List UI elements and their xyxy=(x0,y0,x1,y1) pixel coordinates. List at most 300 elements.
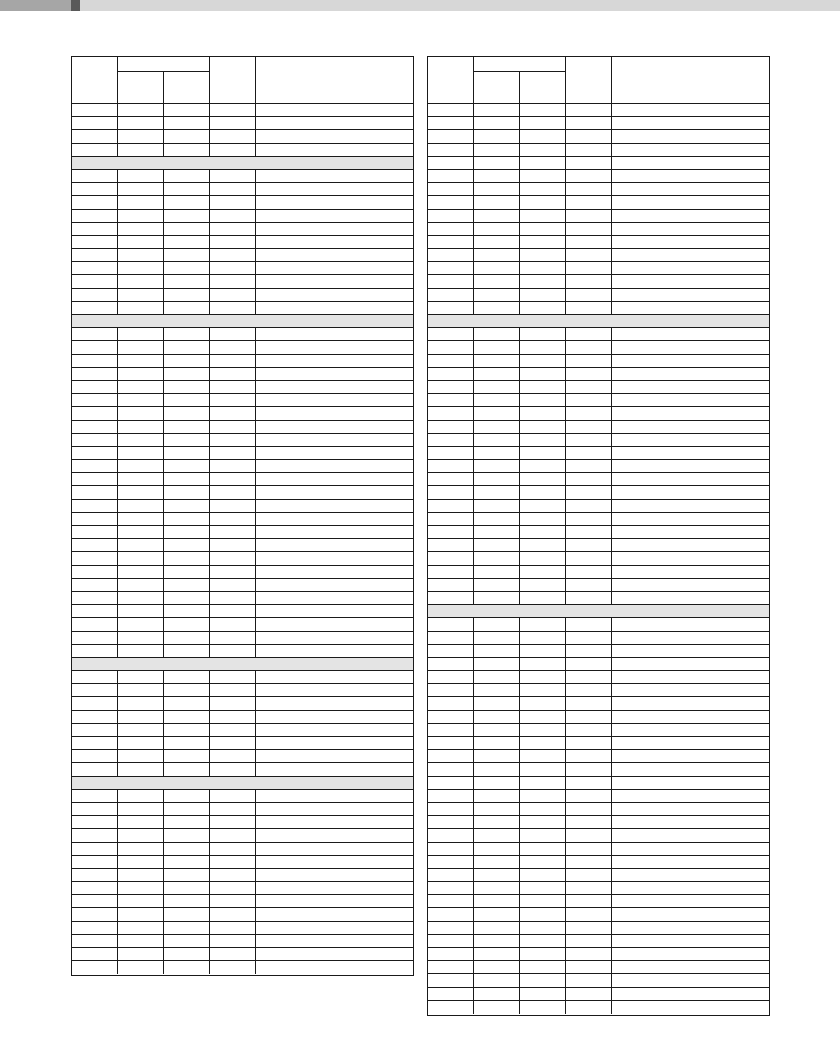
table-row xyxy=(72,882,413,895)
table-cell xyxy=(210,341,256,353)
table-cell xyxy=(566,486,612,498)
table-cell xyxy=(118,473,164,485)
table-row xyxy=(72,355,413,368)
table-cell xyxy=(566,935,612,947)
table-row xyxy=(72,948,413,961)
table-cell xyxy=(428,711,474,723)
table-cell xyxy=(164,618,210,630)
table-cell xyxy=(428,328,474,340)
table-cell xyxy=(164,486,210,498)
table-cell xyxy=(210,711,256,723)
table-cell xyxy=(520,750,566,762)
table-cell xyxy=(474,579,520,591)
table-cell xyxy=(428,355,474,367)
table-row xyxy=(428,697,769,710)
table-cell xyxy=(210,328,256,340)
table-row xyxy=(72,803,413,816)
table-row xyxy=(428,355,769,368)
table-cell xyxy=(164,104,210,116)
table-cell xyxy=(72,368,118,380)
table-row xyxy=(428,223,769,236)
table-cell xyxy=(164,328,210,340)
table-cell xyxy=(118,236,164,248)
table-row xyxy=(428,447,769,460)
table-row xyxy=(72,843,413,856)
header-subcell-2 xyxy=(164,71,209,103)
table-cell xyxy=(520,157,566,169)
table-cell xyxy=(164,632,210,644)
table-cell xyxy=(428,618,474,630)
table-row xyxy=(428,275,769,288)
table-row xyxy=(72,275,413,288)
table-row xyxy=(428,935,769,948)
table-cell xyxy=(520,843,566,855)
table-cell xyxy=(566,117,612,129)
table-cell xyxy=(520,1001,566,1014)
table-cell xyxy=(474,460,520,472)
table-cell xyxy=(118,750,164,762)
table-cell xyxy=(428,816,474,828)
table-cell xyxy=(520,394,566,406)
table-cell xyxy=(428,750,474,762)
table-row xyxy=(428,632,769,645)
table-cell xyxy=(164,130,210,142)
table-cell xyxy=(474,434,520,446)
table-cell xyxy=(566,829,612,841)
table-cell xyxy=(72,552,118,564)
table-cell xyxy=(118,948,164,960)
table-row xyxy=(72,605,413,618)
table-cell xyxy=(118,724,164,736)
table-cell xyxy=(164,803,210,815)
table-cell xyxy=(520,671,566,683)
header-tab-block xyxy=(0,0,71,11)
table-row xyxy=(72,302,413,315)
table-cell xyxy=(474,618,520,630)
table-cell xyxy=(164,421,210,433)
table-row xyxy=(428,579,769,592)
table-cell xyxy=(474,803,520,815)
table-cell xyxy=(566,196,612,208)
table-row xyxy=(72,829,413,842)
table-cell xyxy=(210,882,256,894)
table-cell xyxy=(72,882,118,894)
table-cell xyxy=(428,895,474,907)
table-cell xyxy=(428,104,474,116)
table-cell xyxy=(520,869,566,881)
table-cell xyxy=(566,711,612,723)
table-cell xyxy=(164,869,210,881)
table-cell xyxy=(210,843,256,855)
table-cell xyxy=(118,196,164,208)
table-cell xyxy=(520,341,566,353)
table-row xyxy=(428,566,769,579)
table-cell xyxy=(474,421,520,433)
table-row xyxy=(428,882,769,895)
table-cell xyxy=(210,196,256,208)
table-cell xyxy=(474,407,520,419)
table-cell xyxy=(72,394,118,406)
table-cell xyxy=(118,381,164,393)
table-cell xyxy=(520,539,566,551)
table-cell xyxy=(118,605,164,617)
table-cell xyxy=(566,210,612,222)
table-cell xyxy=(72,750,118,762)
table-cell xyxy=(520,368,566,380)
table-cell xyxy=(474,328,520,340)
table-cell xyxy=(72,539,118,551)
table-cell xyxy=(474,249,520,261)
table-cell xyxy=(566,473,612,485)
table-cell xyxy=(566,500,612,512)
table-cell xyxy=(474,355,520,367)
table-cell xyxy=(210,579,256,591)
table-cell xyxy=(474,829,520,841)
table-cell xyxy=(474,289,520,301)
table-cell xyxy=(474,684,520,696)
table-cell xyxy=(566,130,612,142)
table-cell xyxy=(118,513,164,525)
table-cell xyxy=(520,711,566,723)
table-row xyxy=(428,473,769,486)
table-cell xyxy=(118,645,164,657)
table-row xyxy=(72,711,413,724)
table-cell xyxy=(72,737,118,749)
table-cell xyxy=(566,922,612,934)
table-cell xyxy=(118,368,164,380)
table-cell xyxy=(164,697,210,709)
table-cell xyxy=(566,618,612,630)
table-cell xyxy=(118,566,164,578)
table-row xyxy=(428,895,769,908)
section-divider-row xyxy=(428,605,769,618)
table-cell xyxy=(210,948,256,960)
table-row xyxy=(72,381,413,394)
table-cell xyxy=(566,302,612,314)
table-cell xyxy=(118,170,164,182)
table-row xyxy=(428,368,769,381)
table-cell xyxy=(210,486,256,498)
table-cell xyxy=(72,526,118,538)
table-cell xyxy=(474,552,520,564)
table-cell xyxy=(118,421,164,433)
table-cell xyxy=(474,750,520,762)
right-table xyxy=(427,56,770,1016)
table-cell xyxy=(210,447,256,459)
table-row xyxy=(428,421,769,434)
table-cell xyxy=(164,763,210,775)
table-cell xyxy=(474,144,520,156)
table-row xyxy=(428,117,769,130)
table-cell xyxy=(520,697,566,709)
table-cell xyxy=(428,473,474,485)
table-cell xyxy=(566,104,612,116)
table-cell xyxy=(520,632,566,644)
table-cell xyxy=(72,500,118,512)
table-cell xyxy=(164,552,210,564)
table-cell xyxy=(428,421,474,433)
table-cell xyxy=(72,249,118,261)
section-divider-row xyxy=(72,315,413,328)
table-cell xyxy=(210,935,256,947)
table-cell xyxy=(428,908,474,920)
table-cell xyxy=(210,117,256,129)
table-row xyxy=(428,618,769,631)
left-table xyxy=(71,56,414,976)
header-group-cell xyxy=(474,57,566,103)
table-cell xyxy=(474,368,520,380)
table-cell xyxy=(118,486,164,498)
table-cell xyxy=(118,407,164,419)
header-tab-marker xyxy=(71,0,80,11)
table-cell xyxy=(520,552,566,564)
table-cell xyxy=(566,289,612,301)
table-row xyxy=(428,843,769,856)
table-cell xyxy=(474,526,520,538)
table-row xyxy=(72,447,413,460)
table-cell xyxy=(164,724,210,736)
table-cell xyxy=(210,249,256,261)
table-cell xyxy=(474,922,520,934)
table-cell xyxy=(474,236,520,248)
table-cell xyxy=(118,922,164,934)
table-cell xyxy=(118,961,164,974)
table-row xyxy=(72,539,413,552)
table-row xyxy=(428,289,769,302)
table-row xyxy=(72,434,413,447)
top-header-bar xyxy=(0,0,840,11)
table-cell xyxy=(520,170,566,182)
table-row xyxy=(428,249,769,262)
table-cell xyxy=(520,592,566,604)
table-cell xyxy=(566,697,612,709)
table-cell xyxy=(428,592,474,604)
table-cell xyxy=(474,170,520,182)
table-cell xyxy=(210,908,256,920)
table-row xyxy=(428,711,769,724)
table-cell xyxy=(428,790,474,802)
table-cell xyxy=(164,447,210,459)
table-row xyxy=(428,948,769,961)
table-cell xyxy=(520,684,566,696)
table-cell xyxy=(428,407,474,419)
table-cell xyxy=(72,460,118,472)
table-cell xyxy=(118,632,164,644)
table-cell xyxy=(520,658,566,670)
table-cell xyxy=(210,473,256,485)
table-cell xyxy=(210,513,256,525)
table-row xyxy=(72,618,413,631)
table-cell xyxy=(210,421,256,433)
table-cell xyxy=(520,988,566,1000)
table-cell xyxy=(566,368,612,380)
table-cell xyxy=(164,473,210,485)
table-row xyxy=(72,961,413,974)
table-cell xyxy=(72,183,118,195)
table-row xyxy=(428,974,769,987)
table-cell xyxy=(520,460,566,472)
table-row xyxy=(72,117,413,130)
table-cell xyxy=(210,763,256,775)
table-cell xyxy=(72,816,118,828)
table-cell xyxy=(164,144,210,156)
table-cell xyxy=(72,908,118,920)
table-row xyxy=(72,922,413,935)
table-cell xyxy=(474,381,520,393)
table-cell xyxy=(520,961,566,973)
table-cell xyxy=(566,988,612,1000)
table-cell xyxy=(210,697,256,709)
table-cell xyxy=(118,803,164,815)
table-cell xyxy=(474,737,520,749)
table-cell xyxy=(474,157,520,169)
table-cell xyxy=(474,763,520,775)
table-cell xyxy=(520,803,566,815)
table-row xyxy=(428,157,769,170)
table-cell xyxy=(566,170,612,182)
table-cell xyxy=(164,407,210,419)
table-cell xyxy=(210,724,256,736)
table-header xyxy=(72,57,413,104)
table-cell xyxy=(118,183,164,195)
table-cell xyxy=(210,223,256,235)
header-cell-4 xyxy=(566,57,612,103)
table-cell xyxy=(118,671,164,683)
table-cell xyxy=(566,249,612,261)
table-row xyxy=(428,196,769,209)
table-cell xyxy=(428,552,474,564)
table-cell xyxy=(72,275,118,287)
table-cell xyxy=(428,684,474,696)
table-cell xyxy=(164,816,210,828)
table-cell xyxy=(72,130,118,142)
table-cell xyxy=(566,236,612,248)
table-cell xyxy=(210,684,256,696)
table-cell xyxy=(520,763,566,775)
table-cell xyxy=(72,895,118,907)
table-cell xyxy=(428,275,474,287)
table-row xyxy=(428,816,769,829)
table-cell xyxy=(520,275,566,287)
table-cell xyxy=(474,711,520,723)
table-cell xyxy=(118,843,164,855)
table-cell xyxy=(428,856,474,868)
table-cell xyxy=(474,777,520,789)
section-divider-row xyxy=(72,157,413,170)
section-divider-row xyxy=(72,658,413,671)
table-cell xyxy=(566,908,612,920)
table-row xyxy=(428,236,769,249)
table-cell xyxy=(72,566,118,578)
table-row xyxy=(428,737,769,750)
table-cell xyxy=(164,882,210,894)
table-cell xyxy=(474,539,520,551)
table-row xyxy=(72,407,413,420)
table-cell xyxy=(164,750,210,762)
table-cell xyxy=(520,381,566,393)
table-row xyxy=(72,341,413,354)
table-row xyxy=(428,988,769,1001)
table-cell xyxy=(428,671,474,683)
table-cell xyxy=(118,539,164,551)
table-cell xyxy=(118,289,164,301)
table-cell xyxy=(72,579,118,591)
table-cell xyxy=(474,513,520,525)
table-cell xyxy=(566,421,612,433)
table-cell xyxy=(566,434,612,446)
table-row xyxy=(72,526,413,539)
table-row xyxy=(428,328,769,341)
header-cell-1 xyxy=(72,57,118,103)
table-cell xyxy=(566,974,612,986)
table-cell xyxy=(72,236,118,248)
table-cell xyxy=(520,262,566,274)
header-cell-4 xyxy=(210,57,256,103)
table-cell xyxy=(428,803,474,815)
table-cell xyxy=(428,526,474,538)
table-cell xyxy=(566,447,612,459)
table-cell xyxy=(474,262,520,274)
table-row xyxy=(72,262,413,275)
table-cell xyxy=(520,302,566,314)
table-cell xyxy=(474,974,520,986)
table-cell xyxy=(210,632,256,644)
table-cell xyxy=(474,658,520,670)
table-cell xyxy=(428,645,474,657)
table-cell xyxy=(118,130,164,142)
table-cell xyxy=(118,328,164,340)
table-cell xyxy=(72,671,118,683)
table-row xyxy=(72,210,413,223)
table-cell xyxy=(428,434,474,446)
table-row xyxy=(72,183,413,196)
table-row xyxy=(428,1001,769,1014)
table-cell xyxy=(566,275,612,287)
table-cell xyxy=(164,935,210,947)
table-cell xyxy=(474,196,520,208)
table-cell xyxy=(164,170,210,182)
table-cell xyxy=(164,948,210,960)
table-cell xyxy=(164,671,210,683)
table-cell xyxy=(566,869,612,881)
table-row xyxy=(72,697,413,710)
table-cell xyxy=(520,434,566,446)
table-cell xyxy=(520,974,566,986)
table-row xyxy=(428,552,769,565)
table-cell xyxy=(210,961,256,974)
table-cell xyxy=(118,210,164,222)
table-cell xyxy=(72,144,118,156)
table-cell xyxy=(72,697,118,709)
table-cell xyxy=(118,249,164,261)
table-row xyxy=(428,210,769,223)
table-cell xyxy=(118,262,164,274)
table-cell xyxy=(210,262,256,274)
table-cell xyxy=(566,763,612,775)
table-cell xyxy=(520,829,566,841)
table-cell xyxy=(566,355,612,367)
table-header xyxy=(428,57,769,104)
table-cell xyxy=(428,341,474,353)
table-cell xyxy=(164,592,210,604)
table-cell xyxy=(474,882,520,894)
table-cell xyxy=(566,460,612,472)
table-cell xyxy=(210,236,256,248)
table-cell xyxy=(72,961,118,974)
table-cell xyxy=(118,882,164,894)
table-row xyxy=(428,750,769,763)
table-cell xyxy=(428,843,474,855)
